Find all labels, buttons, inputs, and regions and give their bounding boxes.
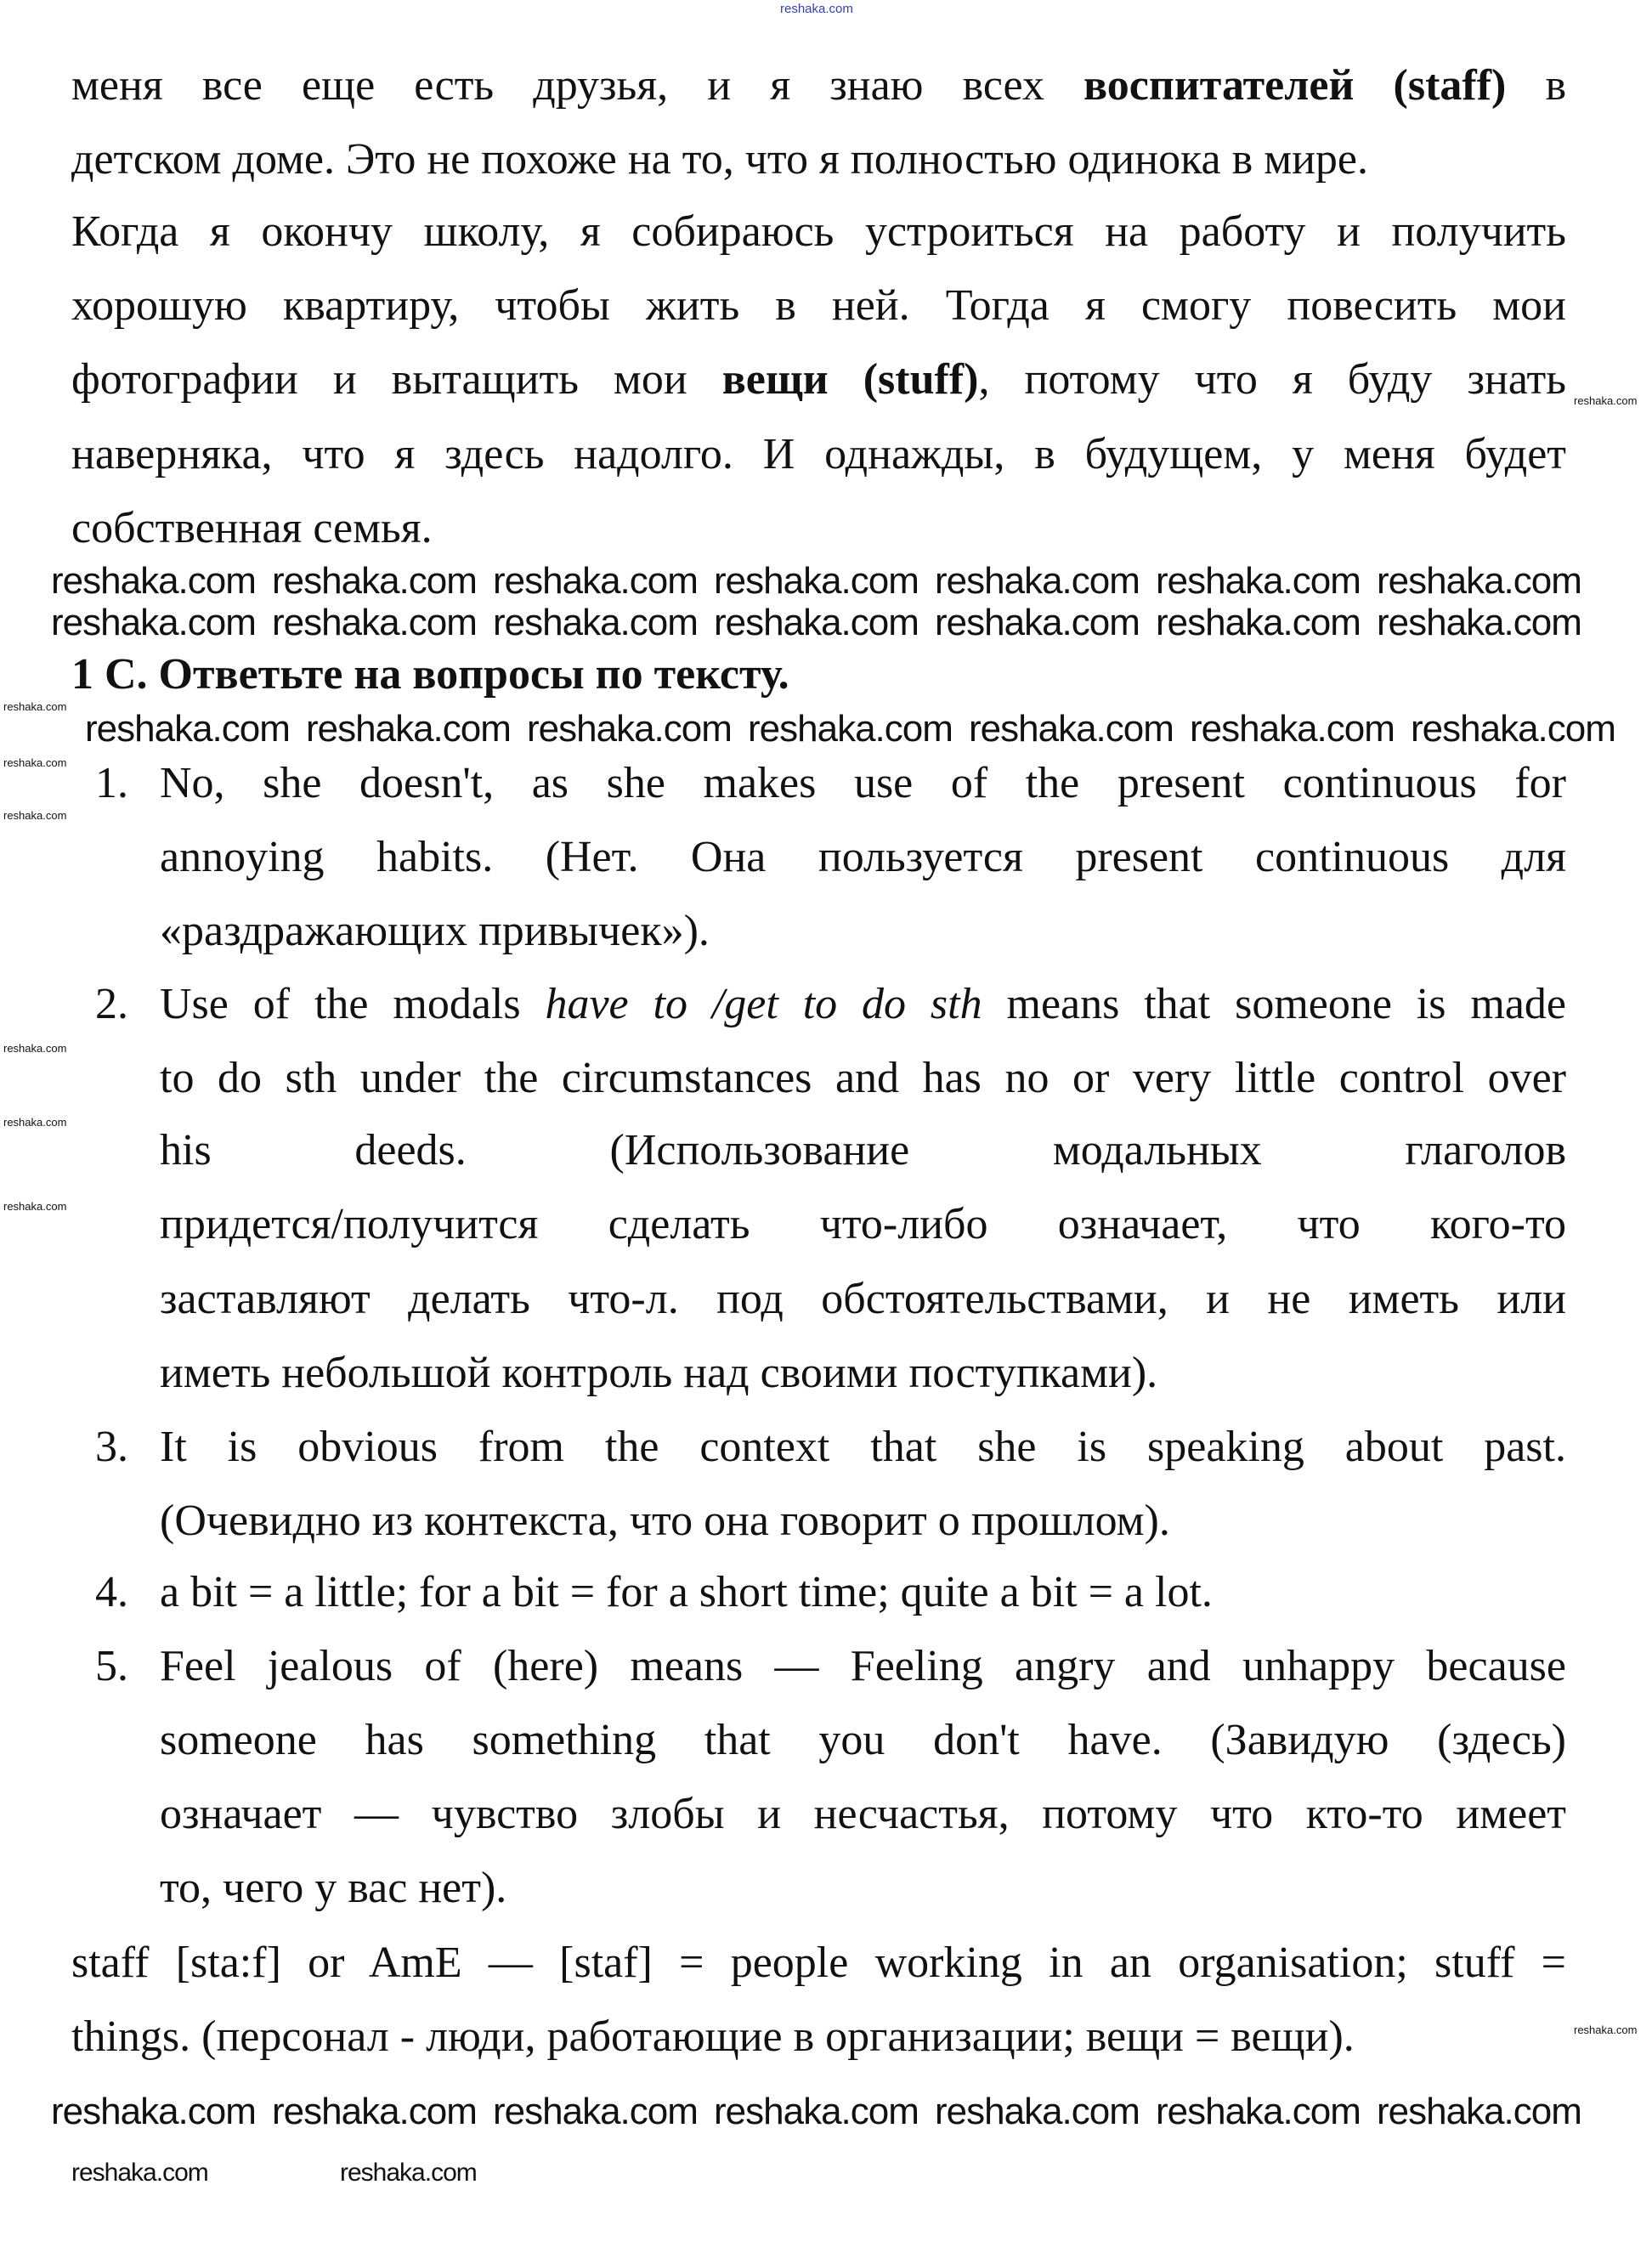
text: в [1506,61,1567,110]
watermark: reshaka.com [780,2,853,16]
answer-line [160,975,1566,1034]
watermark: reshaka.com [1411,708,1615,750]
text: фотографии и вытащить мои [71,355,722,404]
watermark: reshaka.com [3,756,67,769]
watermark: reshaka.com [306,708,511,750]
answer-line: (Очевидно из контекста, что она говорит о прошлом). [160,1497,1170,1545]
watermark: reshaka.com [935,560,1140,602]
watermark: reshaka.com [1156,2091,1361,2132]
italic-term: have to /get to do sth [545,980,982,1028]
watermark: reshaka.com [3,1116,67,1129]
answer-line: Feel jealous of (here) means — Feeling angry and unhappy because [160,1642,1566,1690]
watermark: reshaka.com [1156,560,1361,602]
watermark: reshaka.com [714,602,919,643]
text: , потому что я буду знать [978,355,1566,404]
watermark: reshaka.com [1190,708,1395,750]
note-line: staff [sta:f] or AmE — [staf] = people working in an organisation; stuff = [71,1939,1566,1987]
item-number: 1. [95,759,128,807]
watermark: reshaka.com [272,2091,477,2132]
paragraph-line [71,56,1566,116]
text: меня все еще есть друзья, и я знаю всех [71,61,1084,110]
watermark: reshaka.com [493,602,698,643]
watermark: reshaka.com [272,602,477,643]
answer-line: заставляют делать что-л. под обстоятельствами, и не иметь или [160,1275,1566,1323]
watermark: reshaka.com [51,2091,256,2132]
answer-line: No, she doesn't, as she makes use of the present continuous for [160,759,1566,807]
watermark: reshaka.com [3,700,67,713]
paragraph-line: детском доме. Это не похоже на то, что я полностью одинока в мире. [71,135,1369,184]
answer-line: annoying habits. (Нет. Она пользуется present continuous для [160,833,1566,881]
watermark: reshaka.com [1377,602,1581,643]
watermark: reshaka.com [714,2091,919,2132]
watermark: reshaka.com [935,602,1140,643]
paragraph-line: Когда я окончу школу, я собираюсь устроиться на работу и получить [71,207,1566,256]
watermark: reshaka.com [1574,394,1638,407]
watermark: reshaka.com [1377,2091,1581,2132]
item-number: 4. [95,1568,128,1616]
answer-line: то, чего у вас нет). [160,1864,507,1912]
bold-term: воспитателей (staff) [1083,61,1507,110]
watermark: reshaka.com [272,560,477,602]
item-number: 3. [95,1423,128,1471]
watermark: reshaka.com [3,1042,67,1055]
note-line: things. (персонал - люди, работающие в организации; вещи = вещи). [71,2012,1355,2061]
paragraph-line: хорошую квартиру, чтобы жить в ней. Тогда я смогу повесить мои [71,281,1566,330]
watermark: reshaka.com [3,809,67,822]
answer-line: to do sth under the circumstances and has no or very little control over [160,1054,1566,1102]
paragraph-line: собственная семья. [71,504,433,552]
watermark: reshaka.com [748,708,953,750]
watermark: reshaka.com [1156,602,1361,643]
text: means that someone is made [982,980,1566,1028]
watermark: reshaka.com [1377,560,1581,602]
answer-line: It is obvious from the context that she is speaking about past. [160,1423,1566,1471]
watermark: reshaka.com [527,708,732,750]
watermark: reshaka.com [51,602,256,643]
watermark: reshaka.com [85,708,290,750]
text: Use of the modals [160,980,546,1028]
watermark: reshaka.com [51,560,256,602]
section-heading: 1 С. Ответьте на вопросы по тексту. [71,650,789,699]
watermark: reshaka.com [935,2091,1140,2132]
answer-line: a bit = a little; for a bit = for a short time; quite a bit = a lot. [160,1568,1213,1616]
answer-line: someone has something that you don't have. (Завидую (здесь) [160,1716,1566,1764]
watermark: reshaka.com [714,560,919,602]
bold-term: вещи (stuff) [721,355,979,404]
watermark: reshaka.com [3,1200,67,1213]
paragraph-line: наверняка, что я здесь надолго. И однажды, в будущем, у меня будет [71,430,1566,478]
answer-line: придется/получится сделать что-либо означает, что кого-то [160,1200,1566,1248]
watermark: reshaka.com [493,560,698,602]
watermark: reshaka.com [969,708,1174,750]
watermark: reshaka.com [1574,2023,1638,2036]
item-number: 5. [95,1642,128,1690]
answer-line: «раздражающих привычек»). [160,907,710,955]
watermark: reshaka.com [71,2159,208,2187]
watermark: reshaka.com [493,2091,698,2132]
watermark: reshaka.com [340,2159,477,2187]
answer-line: означает — чувство злобы и несчастья, потому что кто-то имеет [160,1790,1566,1838]
answer-line: иметь небольшой контроль над своими поступками). [160,1349,1158,1397]
answer-line: his deeds. (Использование модальных глаголов [160,1126,1566,1174]
paragraph-line [71,350,1566,410]
item-number: 2. [95,980,128,1028]
